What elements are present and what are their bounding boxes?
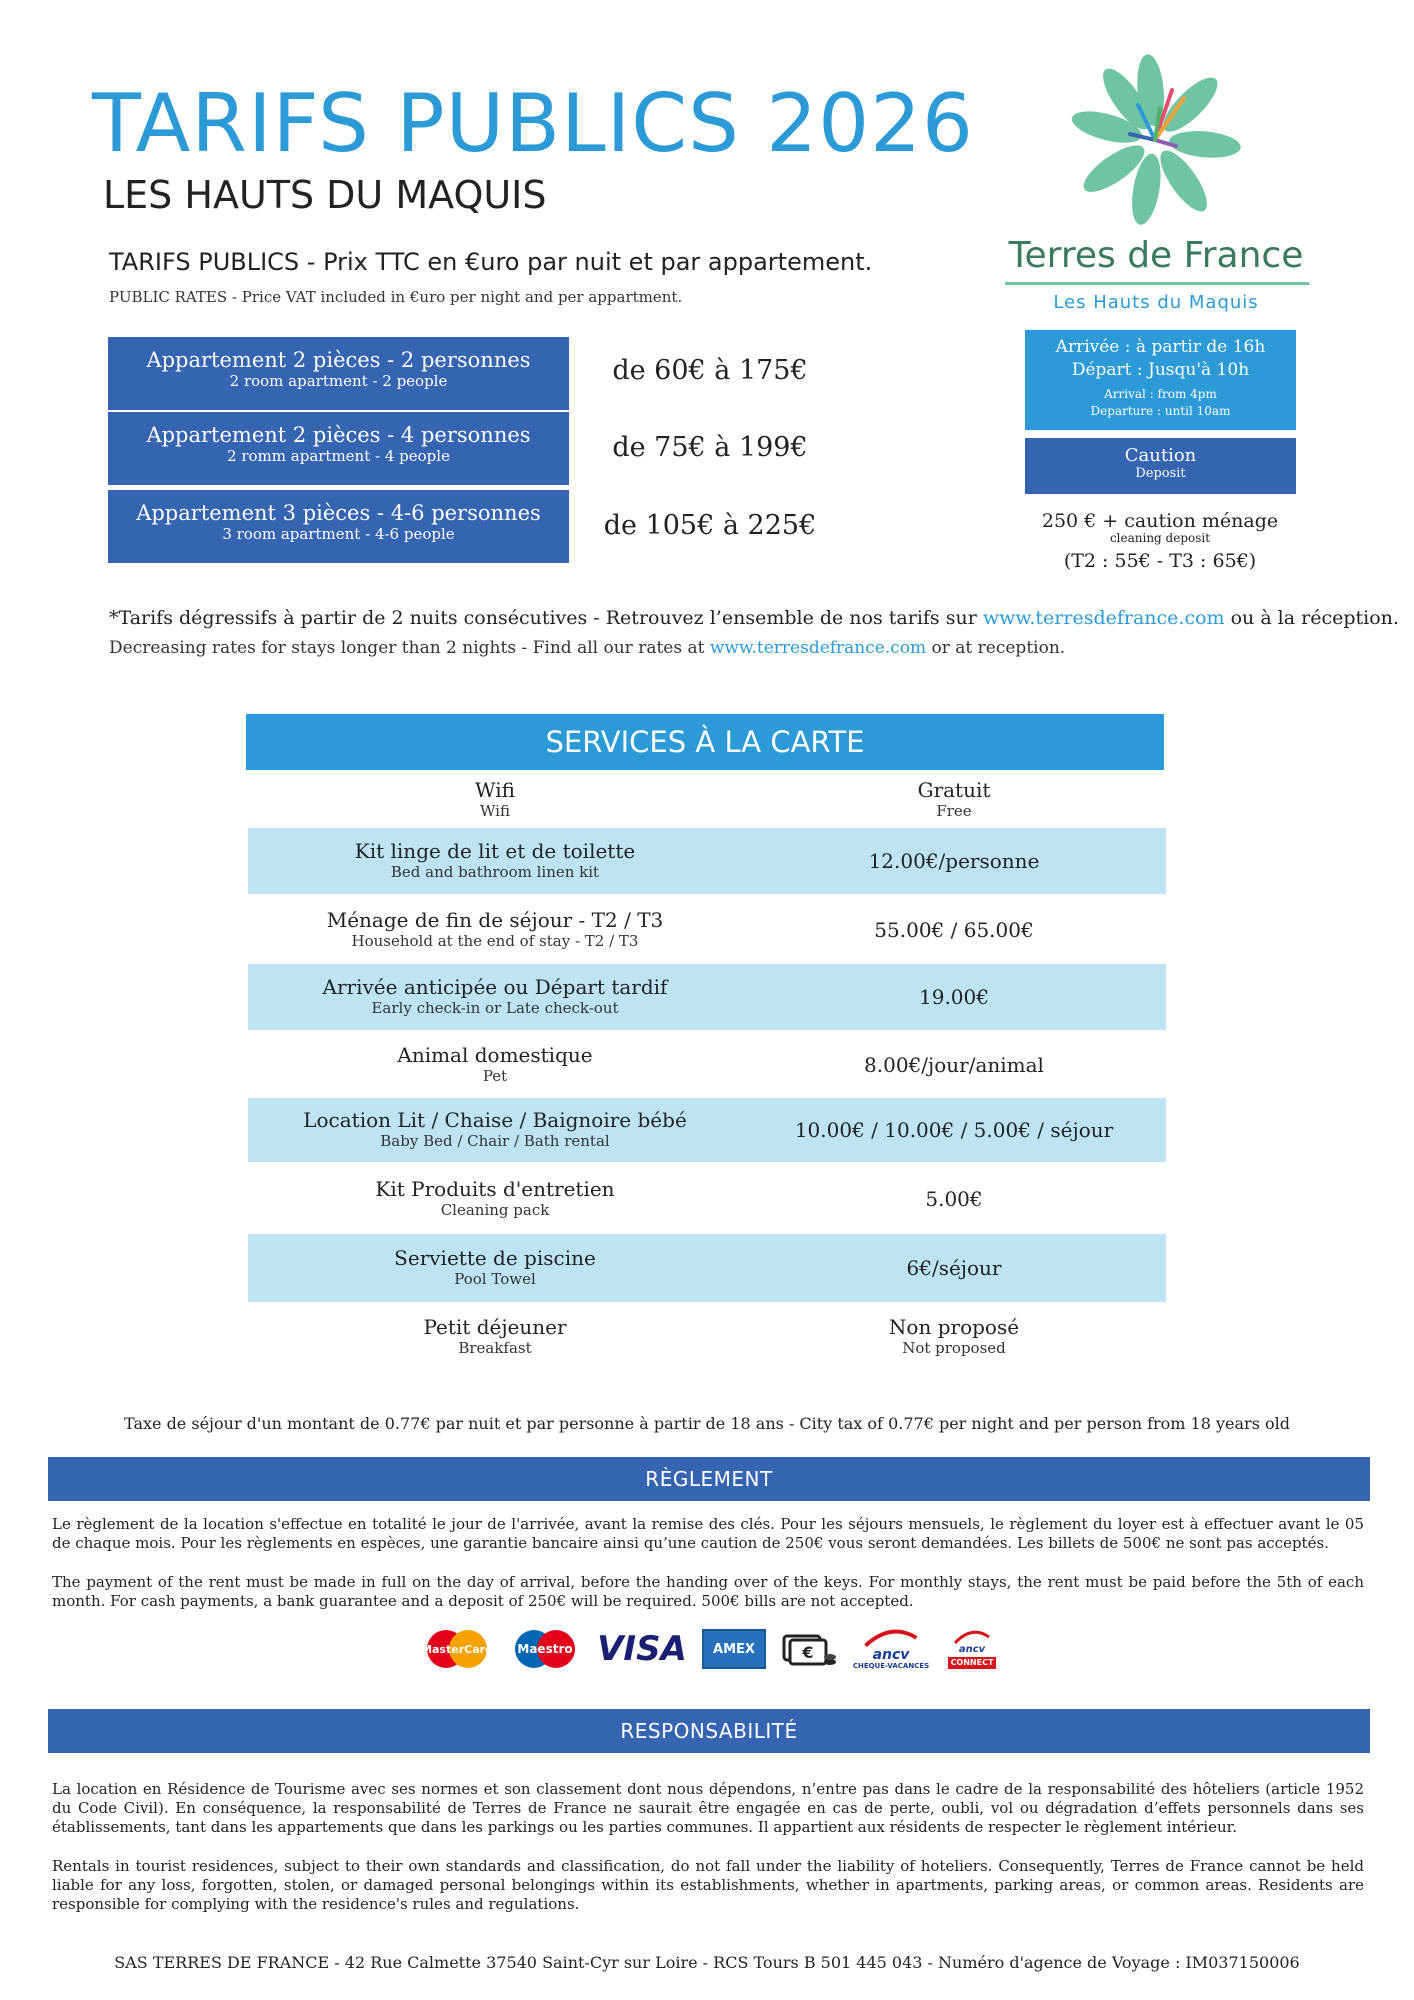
service-name-fr: Kit linge de lit et de toilette <box>354 838 636 863</box>
apartment-label-fr: Appartement 2 pièces - 2 personnes <box>146 348 531 372</box>
service-row <box>248 828 1166 894</box>
service-row <box>248 1234 1166 1302</box>
brand-underline <box>1005 282 1309 285</box>
service-name-fr: Arrivée anticipée ou Départ tardif <box>322 974 668 999</box>
service-price: 55.00€ / 65.00€ <box>874 918 1034 942</box>
service-name-en: Baby Bed / Chair / Bath rental <box>380 1131 610 1150</box>
service-price: 6€/séjour <box>906 1256 1002 1280</box>
arrival-time-fr: Arrivée : à partir de 16h <box>1055 337 1266 357</box>
liability-text-en: Rentals in tourist residences, subject to their own standards and classification, do not fall under the liability of hoteliers. Consequently, Terres de France cannot be held liable for any loss, forgotten, stolen, or damaged personal belongings within its establishments, whether in apartments, parking areas, or common areas. Residents are responsible for complying with the residence's rules and regulations. <box>52 1857 1364 1914</box>
ancv-cheque-vacances-icon: ancv CHÈQUE-VACANCES <box>852 1628 930 1670</box>
apartment-box <box>108 337 569 410</box>
apartment-label-fr: Appartement 3 pièces - 4-6 personnes <box>136 501 541 525</box>
service-name-en: Bed and bathroom linen kit <box>390 862 600 881</box>
apartment-label-en: 3 room apartment - 4-6 people <box>222 525 455 544</box>
ancv-connect-icon: ancv CONNECT <box>944 1628 1000 1670</box>
apartment-label-fr: Appartement 2 pièces - 4 personnes <box>146 423 531 447</box>
visa-icon: VISA <box>597 1629 687 1669</box>
deposit-details <box>1010 510 1310 572</box>
liability-section-title: RESPONSABILITÉ <box>48 1709 1370 1753</box>
liability-text-fr: La location en Résidence de Tourisme avec ses normes et son classement dont nous dépendons, n’entre pas dans le cadre de la responsabilité des hôteliers (article 1952 du Code Civil). En conséquence, la responsabilité de Terres de France ne saurait être engagée en cas de perte, oubli, vol ou dégradation d’effets personnels dans ses établissements, tant dans les appartements que dans les parkings ou les parties communes. Il appartient aux résidents de respecter le règlement intérieur. <box>52 1780 1364 1837</box>
deposit-label-en: Deposit <box>1135 466 1186 481</box>
payment-text-fr: Le règlement de la location s'effectue en totalité le jour de l'arrivée, avant la remise des clés. Pour les séjours mensuels, le règlement du loyer est à effectuer avant le 05 de chaque mois. Pour les règlements en espèces, une garantie bancaire ainsi qu’une caution de 250€ vous seront demandées. Les billets de 500€ ne sont pas acceptés. <box>52 1515 1364 1553</box>
service-name-fr: Kit Produits d'entretien <box>375 1176 615 1201</box>
cash-icon <box>780 1628 838 1670</box>
service-name-en: Pet <box>482 1066 508 1085</box>
service-name-fr: Animal domestique <box>397 1042 593 1067</box>
service-name-fr: Petit déjeuner <box>423 1314 567 1339</box>
apartment-price: de 75€ à 199€ <box>612 432 808 463</box>
apartment-label-en: 2 room apartment - 2 people <box>229 372 448 391</box>
payment-methods <box>420 1624 1000 1674</box>
service-price-en: Free <box>936 802 972 821</box>
city-tax-note: Taxe de séjour d'un montant de 0.77€ par nuit et par personne à partir de 18 ans - City tax of 0.77€ per night and per person from 18 years old <box>124 1414 1290 1433</box>
deposit-box <box>1025 438 1296 494</box>
service-price: 10.00€ / 10.00€ / 5.00€ / séjour <box>794 1118 1114 1142</box>
service-row <box>248 898 1166 962</box>
apartment-box <box>108 412 569 485</box>
service-row <box>248 1098 1166 1162</box>
page-title: TARIFS PUBLICS 2026 <box>92 77 974 170</box>
service-name-en: Early check-in or Late check-out <box>371 998 619 1017</box>
rates-note-fr: *Tarifs dégressifs à partir de 2 nuits consécutives - Retrouvez l’ensemble de nos tarifs sur www.terresdefrance.com ou à la réception. <box>109 607 1399 629</box>
service-row <box>248 774 1166 826</box>
residence-name: LES HAUTS DU MAQUIS <box>103 173 547 217</box>
maestro-icon <box>508 1628 582 1670</box>
svg-text:MasterCard: MasterCard <box>421 1643 493 1656</box>
service-name-en: Household at the end of stay - T2 / T3 <box>351 931 639 950</box>
amex-icon: AMEX <box>702 1629 766 1669</box>
service-price: 8.00€/jour/animal <box>864 1053 1044 1077</box>
service-price: 19.00€ <box>919 985 989 1009</box>
service-name-en: Cleaning pack <box>440 1200 550 1219</box>
mastercard-icon <box>420 1628 494 1670</box>
brand-subname: Les Hauts du Maquis <box>1053 292 1259 313</box>
service-name-fr: Wifi <box>475 777 515 802</box>
apartment-price: de 60€ à 175€ <box>612 355 808 386</box>
cleaning-deposit-label: cleaning deposit <box>1109 531 1211 545</box>
arrival-departure-box <box>1025 330 1296 430</box>
website-link[interactable]: www.terresdefrance.com <box>709 638 927 658</box>
services-title: SERVICES À LA CARTE <box>246 714 1164 770</box>
svg-text:€: € <box>802 1643 814 1662</box>
service-name-fr: Serviette de piscine <box>394 1245 596 1270</box>
payment-text-en: The payment of the rent must be made in full on the day of arrival, before the handing over of the keys. For monthly stays, the rent must be paid before the 5th of each month. For cash payments, a bank guarantee and a deposit of 250€ will be required. 500€ bills are not accepted. <box>52 1573 1364 1611</box>
service-price: 12.00€/personne <box>868 849 1040 873</box>
service-name-fr: Ménage de fin de séjour - T2 / T3 <box>326 907 664 932</box>
departure-time-en: Departure : until 10am <box>1090 404 1231 419</box>
service-price: Non proposé <box>888 1315 1020 1340</box>
rates-note-en: Decreasing rates for stays longer than 2 nights - Find all our rates at www.terresdefrance.com or at reception. <box>109 638 1066 658</box>
service-name-en: Pool Towel <box>454 1269 536 1288</box>
cleaning-deposit-amounts: (T2 : 55€ - T3 : 65€) <box>1063 550 1257 572</box>
apartment-label-en: 2 romm apartment - 4 people <box>227 447 450 466</box>
service-row <box>248 1166 1166 1232</box>
apartment-box <box>108 490 569 563</box>
service-row <box>248 1304 1166 1370</box>
service-row <box>248 1034 1166 1096</box>
service-price: 5.00€ <box>925 1187 983 1211</box>
service-price-en: Not proposed <box>902 1339 1006 1358</box>
service-name-fr: Location Lit / Chaise / Baignoire bébé <box>303 1107 687 1132</box>
payment-section-title: RÈGLEMENT <box>48 1457 1370 1501</box>
apartment-price: de 105€ à 225€ <box>603 510 817 541</box>
terres-de-france-logo-icon <box>1060 50 1250 230</box>
intro-text-fr: TARIFS PUBLICS - Prix TTC en €uro par nuit et par appartement. <box>109 248 873 276</box>
service-name-en: Breakfast <box>458 1338 532 1357</box>
company-footer: SAS TERRES DE FRANCE - 42 Rue Calmette 37540 Saint-Cyr sur Loire - RCS Tours B 501 445 043 - Numéro d'agence de Voyage : IM037150006 <box>114 1953 1300 1972</box>
arrival-time-en: Arrival : from 4pm <box>1104 386 1217 401</box>
intro-text-en: PUBLIC RATES - Price VAT included in €uro per night and per appartment. <box>109 288 683 306</box>
deposit-amount: 250 € + caution ménage <box>1041 510 1279 532</box>
departure-time-fr: Départ : Jusqu'à 10h <box>1071 359 1250 380</box>
brand-name: Terres de France <box>1008 235 1304 276</box>
service-row <box>248 964 1166 1030</box>
deposit-label-fr: Caution <box>1124 445 1197 466</box>
service-name-en: Wifi <box>480 801 510 820</box>
svg-text:Maestro: Maestro <box>517 1642 573 1656</box>
website-link[interactable]: www.terresdefrance.com <box>982 607 1225 629</box>
service-price: Gratuit <box>917 778 991 803</box>
